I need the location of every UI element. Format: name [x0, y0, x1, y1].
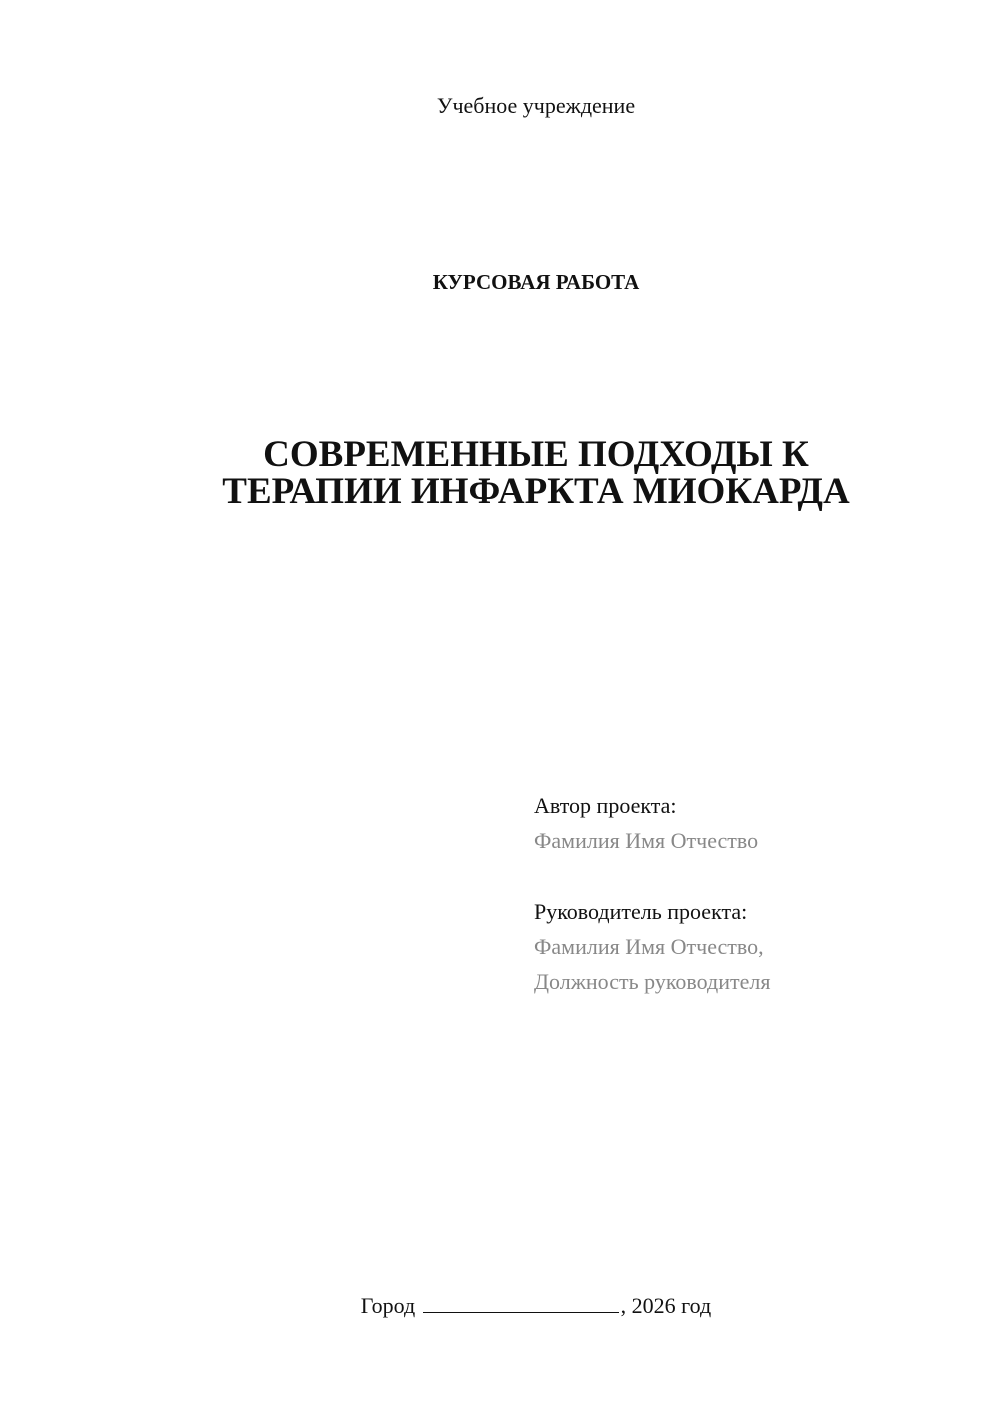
author-name: Фамилия Имя Отчество — [534, 828, 759, 853]
footer-city-year — [0, 1290, 1000, 1321]
city-label: Город — [360, 1293, 416, 1318]
year-text: , 2026 год — [620, 1293, 712, 1318]
work-type: КУРСОВАЯ РАБОТА — [432, 270, 640, 294]
city-blank-line — [423, 1290, 619, 1313]
author-label: Автор проекта: — [534, 793, 677, 818]
credits-block — [534, 788, 974, 999]
credits-spacer — [534, 858, 974, 894]
supervisor-label: Руководитель проекта: — [534, 899, 748, 924]
supervisor-name: Фамилия Имя Отчество, — [534, 934, 764, 959]
main-title — [0, 436, 1000, 510]
institution-name: Учебное учреждение — [436, 93, 636, 118]
main-title-line-1: СОВРЕМЕННЫЕ ПОДХОДЫ К — [263, 434, 809, 475]
main-title-line-2: ТЕРАПИИ ИНФАРКТА МИОКАРДА — [222, 471, 850, 512]
supervisor-position: Должность руководителя — [534, 969, 771, 994]
